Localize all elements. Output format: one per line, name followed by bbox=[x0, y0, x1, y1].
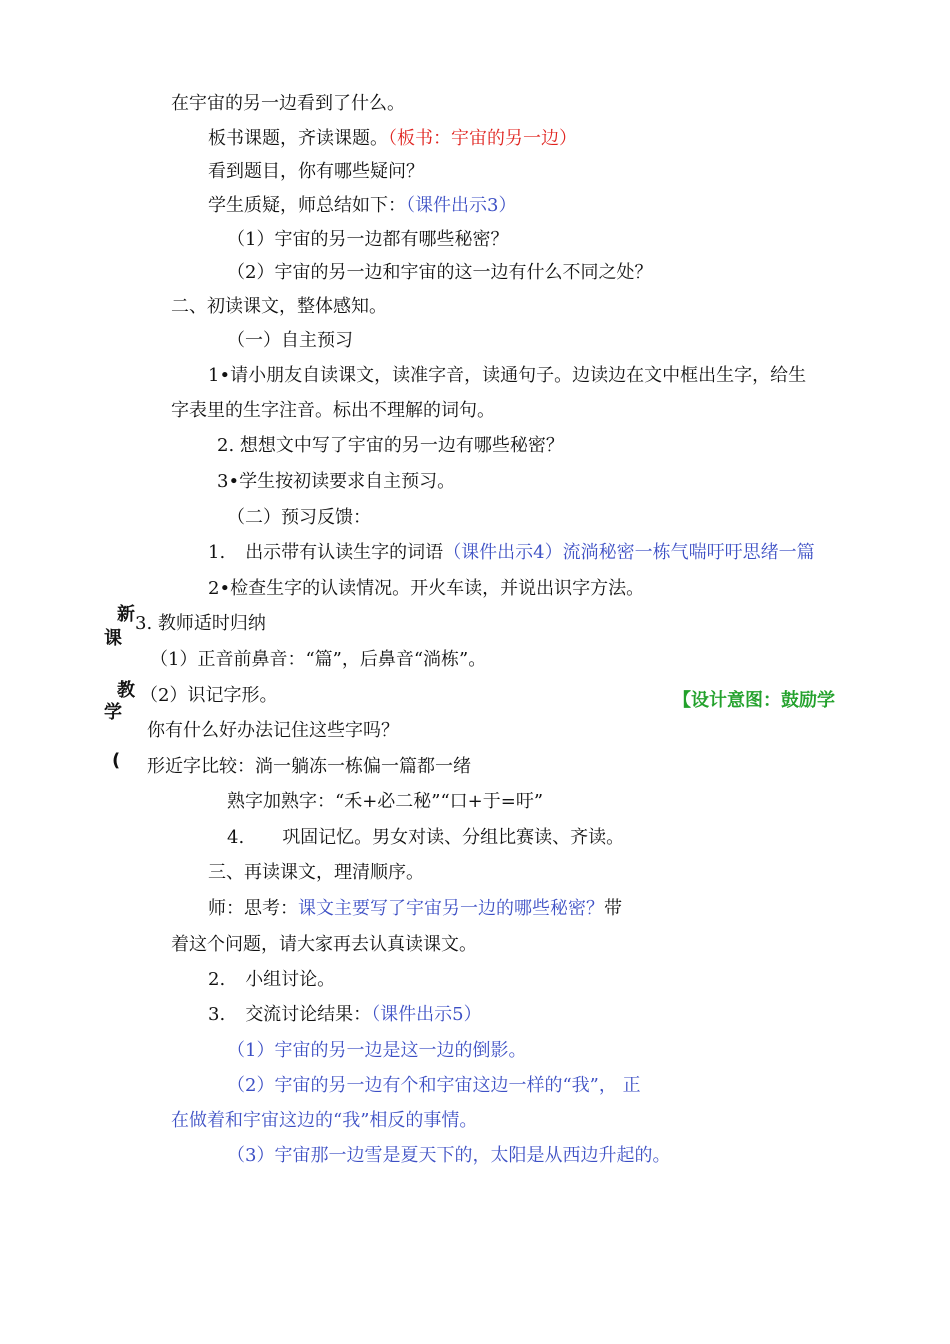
blackboard-note: （板书：宇宙的另一边） bbox=[388, 128, 577, 149]
text-line: 2. 想想文中写了宇宙的另一边有哪些秘密？ bbox=[217, 435, 564, 456]
answer-line: （3）宇宙那一边雪是夏天下的，太阳是从西边升起的。 bbox=[227, 1145, 671, 1166]
side-label-char: 新 bbox=[117, 604, 135, 625]
text-line bbox=[208, 541, 815, 565]
text-line: （1）正音前鼻音：“篇”，后鼻音“淌栋”。 bbox=[150, 649, 487, 670]
text-segment: 板书课题，齐读课题。 bbox=[208, 128, 388, 149]
item-number: 2. bbox=[208, 969, 226, 990]
text-line bbox=[208, 1003, 482, 1027]
answer-line: 在做着和宇宙这边的“我”相反的事情。 bbox=[171, 1110, 478, 1131]
text-segment: 带 bbox=[604, 898, 622, 919]
text-segment: 交流讨论结果： bbox=[245, 1004, 372, 1025]
text-line: （2）识记字形。 bbox=[140, 685, 278, 706]
text-line: 着这个问题，请大家再去认真读课文。 bbox=[171, 934, 477, 955]
answer-line: （1）宇宙的另一边是这一边的倒影。 bbox=[227, 1040, 527, 1061]
item-number: 1. bbox=[208, 542, 226, 563]
text-line: （1）宇宙的另一边都有哪些秘密？ bbox=[227, 229, 509, 250]
side-label-char: 学 bbox=[104, 702, 122, 723]
courseware-note: （课件出示3） bbox=[406, 195, 517, 216]
section-heading: 二、初读课文，整体感知。 bbox=[171, 296, 387, 317]
text-line: 2•检查生字的认读情况。开火车读，并说出识字方法。 bbox=[208, 578, 645, 599]
item-number: 4. bbox=[227, 827, 245, 848]
text-line: 字表里的生字注音。标出不理解的词句。 bbox=[171, 400, 495, 421]
text-line: 1•请小朋友自读课文，读准字音，读通句子。边读边在文中框出生字，给生 bbox=[208, 365, 807, 386]
text-line: 在宇宙的另一边看到了什么。 bbox=[171, 93, 405, 114]
subsection-heading: （一）自主预习 bbox=[227, 330, 353, 351]
text-segment: 学生质疑，师总结如下： bbox=[208, 195, 406, 216]
subsection-heading: （二）预习反馈： bbox=[227, 507, 371, 528]
text-line: 看到题目，你有哪些疑问？ bbox=[208, 161, 424, 182]
text-line bbox=[208, 897, 622, 921]
text-line bbox=[208, 194, 516, 218]
side-label-char: 教 bbox=[117, 680, 135, 701]
text-line: （2）宇宙的另一边和宇宙的这一边有什么不同之处？ bbox=[227, 262, 653, 283]
section-heading: 三、再读课文，理清顺序。 bbox=[208, 862, 424, 883]
text-segment: 小组讨论。 bbox=[245, 969, 336, 990]
text-line bbox=[227, 826, 624, 850]
text-line: 你有什么好办法记住这些字吗？ bbox=[147, 720, 399, 741]
text-segment: 师：思考： bbox=[208, 898, 298, 919]
text-line: 形近字比较：淌一躺冻一栋偏一篇都一绪 bbox=[147, 756, 471, 777]
text-line: 熟字加熟字：“禾+必二秘”“口+于=吁” bbox=[227, 791, 544, 812]
item-number: 3. bbox=[208, 1004, 226, 1025]
question-prompt: 课文主要写了宇宙另一边的哪些秘密？ bbox=[298, 898, 604, 919]
text-segment: 巩固记忆。男女对读、分组比赛读、齐读。 bbox=[282, 827, 625, 848]
answer-line: （2）宇宙的另一边有个和宇宙这边一样的“我”， 正 bbox=[227, 1075, 641, 1096]
text-line bbox=[208, 127, 577, 151]
courseware-note: （课件出示4）流淌秘密一栋气喘吁吁思绪一篇 bbox=[443, 542, 815, 563]
side-label-char: ( bbox=[112, 750, 121, 771]
courseware-note: （课件出示5） bbox=[371, 1004, 482, 1025]
design-intent-note: 【设计意图：鼓励学 bbox=[673, 690, 835, 711]
side-label-char: 课 bbox=[104, 628, 122, 649]
text-line: 3. 教师适时归纳 bbox=[135, 613, 266, 634]
text-line bbox=[208, 968, 335, 992]
text-segment: 出示带有认读生字的词语 bbox=[245, 542, 444, 563]
text-line: 3•学生按初读要求自主预习。 bbox=[217, 471, 456, 492]
